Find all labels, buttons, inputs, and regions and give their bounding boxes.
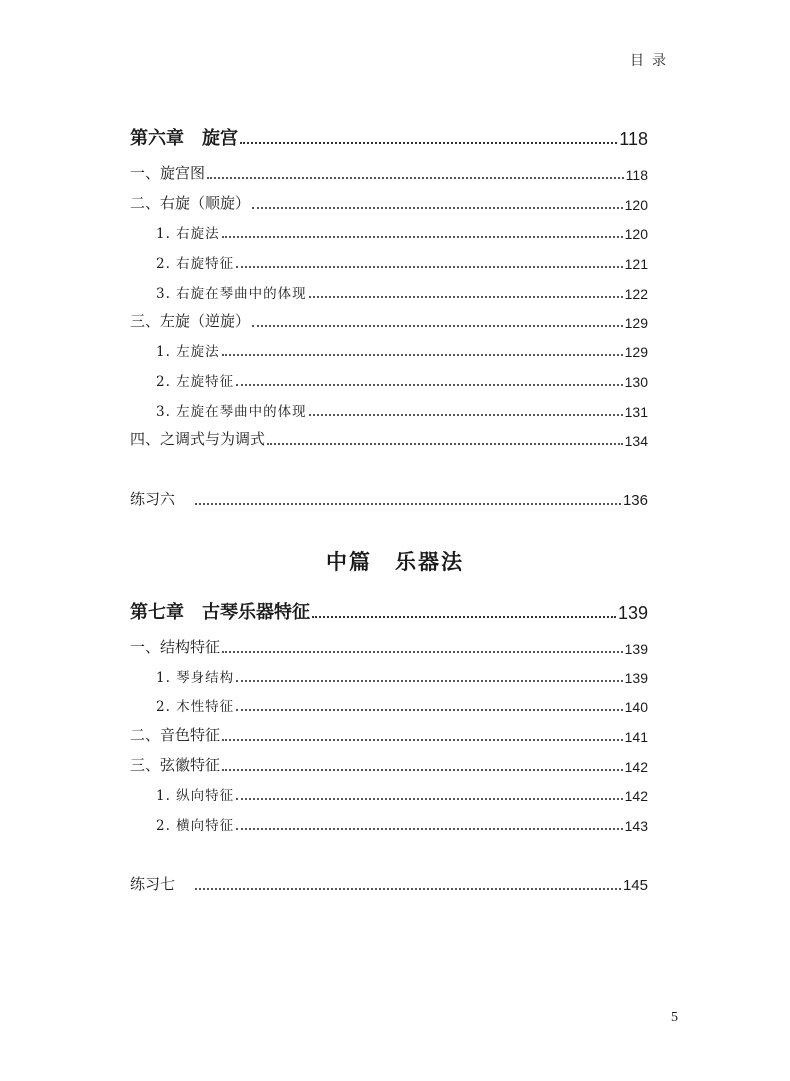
toc-subsection[interactable] <box>130 666 648 686</box>
toc-page-number: 120 <box>624 226 648 242</box>
toc-subsection[interactable] <box>130 814 648 834</box>
toc-section-label: 三、左旋（逆旋） <box>130 312 251 330</box>
dot-leader <box>267 442 623 445</box>
dot-leader <box>236 383 622 386</box>
toc-exercise[interactable] <box>130 488 648 509</box>
toc-chapter-title: 第六章 旋宫 <box>130 128 238 149</box>
page-number: 5 <box>671 1010 678 1025</box>
toc-exercise-label: 练习六 <box>130 490 176 508</box>
dot-leader <box>195 887 621 890</box>
toc-chapter-7[interactable] <box>130 598 648 624</box>
dot-leader <box>236 708 622 711</box>
toc-page-number: 118 <box>619 129 648 149</box>
toc-subsection-label: 1. 左旋法 <box>156 344 220 360</box>
dot-leader <box>222 235 623 238</box>
toc-subsection-label: 2. 木性特征 <box>156 699 235 715</box>
toc-subsection[interactable] <box>130 282 648 302</box>
toc-subsection[interactable] <box>130 252 648 272</box>
toc-subsection[interactable] <box>130 340 648 360</box>
toc-page-number: 120 <box>624 197 648 213</box>
dot-leader <box>236 797 622 800</box>
toc-page-number: 141 <box>624 729 648 745</box>
toc-section-label: 二、音色特征 <box>130 726 221 744</box>
toc-page-number: 118 <box>625 167 648 183</box>
toc-page-number: 122 <box>624 286 648 302</box>
toc-page-number: 142 <box>624 788 648 804</box>
toc-page-number: 142 <box>624 759 648 775</box>
toc-page-number: 121 <box>624 256 648 272</box>
toc-section[interactable] <box>130 192 648 213</box>
toc-chapter-title: 第七章 古琴乐器特征 <box>130 602 310 623</box>
dot-leader <box>222 768 623 771</box>
toc-subsection-label: 2. 左旋特征 <box>156 374 235 390</box>
toc-page-number: 139 <box>624 670 648 686</box>
dot-leader <box>222 738 623 741</box>
dot-leader <box>236 679 622 682</box>
toc-page-number: 139 <box>624 641 648 657</box>
toc-subsection-label: 1. 纵向特征 <box>156 788 235 804</box>
toc-section[interactable] <box>130 162 648 183</box>
toc-section[interactable] <box>130 428 648 449</box>
toc-section-label: 一、结构特征 <box>130 638 221 656</box>
toc-subsection[interactable] <box>130 370 648 390</box>
toc-section-label: 三、弦徽特征 <box>130 756 221 774</box>
toc-exercise-label: 练习七 <box>130 875 176 893</box>
dot-leader <box>309 413 623 416</box>
dot-leader <box>195 502 621 505</box>
toc-subsection[interactable] <box>130 222 648 242</box>
toc-page-number: 129 <box>624 344 648 360</box>
toc-subsection-label: 1. 右旋法 <box>156 226 220 242</box>
toc-subsection-label: 2. 横向特征 <box>156 818 235 834</box>
toc-section[interactable] <box>130 636 648 657</box>
toc-subsection[interactable] <box>130 695 648 715</box>
toc-page-number: 140 <box>624 699 648 715</box>
toc-page-number: 129 <box>624 315 648 331</box>
dot-leader <box>222 353 623 356</box>
toc-section-label: 二、右旋（顺旋） <box>130 194 251 212</box>
toc-page-number: 131 <box>624 404 648 420</box>
dot-leader <box>207 176 624 179</box>
toc-page-number: 134 <box>624 433 648 449</box>
toc-subsection-label: 3. 左旋在琴曲中的体现 <box>156 404 307 420</box>
dot-leader <box>236 265 622 268</box>
dot-leader <box>222 650 623 653</box>
toc-chapter-6[interactable] <box>130 124 648 150</box>
toc-page-number: 139 <box>617 603 648 623</box>
dot-leader <box>240 141 617 144</box>
toc-section[interactable] <box>130 754 648 775</box>
toc-section-label: 一、旋宫图 <box>130 164 206 182</box>
dot-leader <box>252 324 623 327</box>
running-header: 目录 <box>630 53 674 69</box>
dot-leader <box>252 206 623 209</box>
toc-section[interactable] <box>130 724 648 745</box>
toc-page-number: 145 <box>622 877 648 894</box>
toc-page-number: 136 <box>622 492 648 509</box>
toc-subsection-label: 1. 琴身结构 <box>156 670 235 686</box>
toc-subsection[interactable] <box>130 400 648 420</box>
dot-leader <box>236 827 622 830</box>
toc-subsection[interactable] <box>130 784 648 804</box>
toc-exercise[interactable] <box>130 873 648 894</box>
dot-leader <box>309 295 623 298</box>
part-title: 中篇 乐器法 <box>326 549 464 574</box>
toc-section[interactable] <box>130 310 648 331</box>
dot-leader <box>312 615 616 618</box>
toc-page-number: 130 <box>624 374 648 390</box>
toc-page-number: 143 <box>624 818 648 834</box>
toc-subsection-label: 3. 右旋在琴曲中的体现 <box>156 286 307 302</box>
toc-section-label: 四、之调式与为调式 <box>130 430 266 448</box>
toc-subsection-label: 2. 右旋特征 <box>156 256 235 272</box>
